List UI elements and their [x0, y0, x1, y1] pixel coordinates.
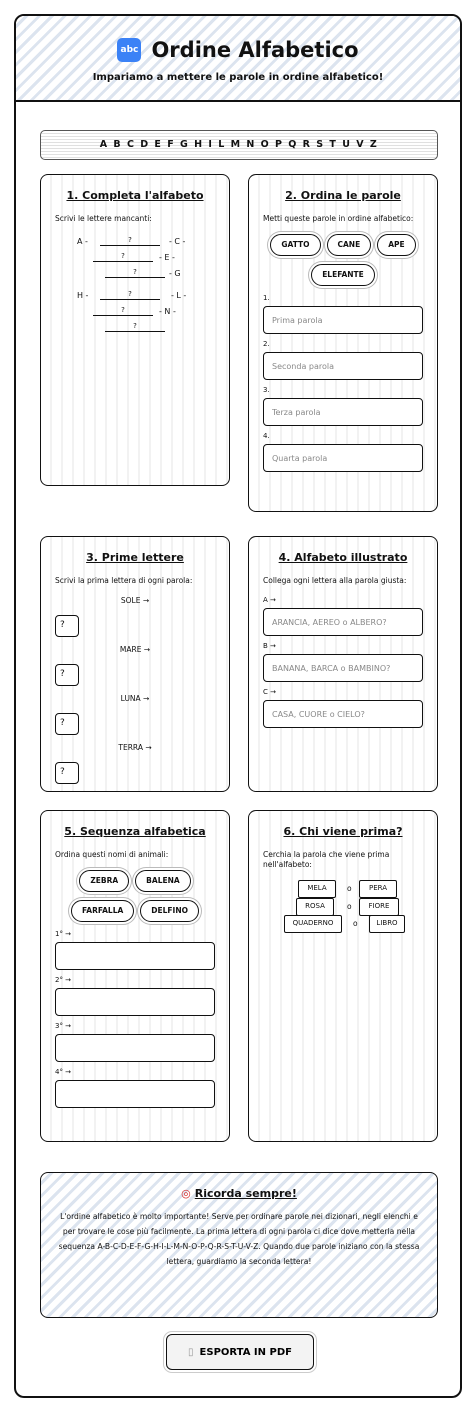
animal-pill[interactable]: DELFINO — [140, 900, 199, 922]
letter-label: B → — [263, 642, 276, 650]
word-pairs — [263, 880, 423, 946]
alphabet-row — [55, 288, 215, 304]
page-subtitle: Impariamo a mettere le parole in ordine alfabetico! — [92, 72, 384, 83]
header — [16, 16, 460, 102]
choice-word[interactable]: FIORE — [359, 898, 399, 916]
match-input-a[interactable] — [263, 608, 423, 636]
card-instruction: Collega ogni lettera alla parola giusta: — [263, 576, 407, 585]
card-ordina-parole — [248, 174, 438, 512]
word-pill[interactable]: APE — [377, 234, 415, 256]
letter-box[interactable]: ? — [55, 713, 79, 735]
choice-word[interactable]: QUADERNO — [284, 915, 342, 933]
blank-line[interactable]: ? — [100, 234, 160, 246]
animal-pills — [55, 900, 215, 922]
reminder-title-text: Ricorda sempre! — [194, 1187, 297, 1200]
alphabet-bar: A B C D E F G H I L M N O P Q R S T U V Z — [40, 130, 438, 160]
card-chi-viene-prima — [248, 810, 438, 1142]
animal-input-2[interactable] — [55, 988, 215, 1016]
target-icon: ◎ — [181, 1187, 191, 1200]
card-prime-lettere — [40, 536, 230, 792]
word-input-3[interactable] — [263, 398, 423, 426]
letter-box[interactable]: ? — [55, 762, 79, 784]
worksheet-page — [14, 14, 462, 1398]
export-pdf-label: ESPORTA IN PDF — [199, 1346, 292, 1358]
or-separator: o — [347, 902, 352, 911]
animal-pill[interactable]: ZEBRA — [79, 870, 129, 892]
header-title-row — [16, 38, 460, 62]
row-right-letter: - C - — [169, 237, 186, 246]
word-label: MARE → — [119, 645, 151, 654]
or-separator: o — [353, 919, 358, 928]
animal-input-3[interactable] — [55, 1034, 215, 1062]
word-pill[interactable]: GATTO — [270, 234, 320, 256]
word-input-2[interactable] — [263, 352, 423, 380]
blank-line[interactable]: ? — [93, 304, 153, 316]
or-separator: o — [347, 884, 352, 893]
card-completa-alfabeto — [40, 174, 230, 486]
word-pills — [263, 264, 423, 286]
choice-word[interactable]: ROSA — [296, 898, 334, 916]
letter-box[interactable]: ? — [55, 664, 79, 686]
alphabet-row — [55, 320, 215, 336]
card-instruction: Ordina questi nomi di animali: — [55, 850, 169, 859]
row-right-letter: - E - — [159, 253, 175, 262]
input-label: 1° → — [55, 930, 72, 938]
word-label: LUNA → — [120, 694, 150, 703]
blank-line[interactable]: ? — [105, 266, 165, 278]
match-input-b[interactable] — [263, 654, 423, 682]
animal-pill[interactable]: BALENA — [135, 870, 191, 892]
animal-input-1[interactable] — [55, 942, 215, 970]
input-label: 2° → — [55, 976, 72, 984]
input-label: 4° → — [55, 1068, 72, 1076]
input-label: 1. — [263, 294, 270, 302]
choice-word[interactable]: PERA — [359, 880, 397, 898]
word-input-1[interactable] — [263, 306, 423, 334]
card-title: 5. Sequenza alfabetica — [64, 825, 206, 838]
blank-line[interactable]: ? — [93, 250, 153, 262]
word-input-4[interactable] — [263, 444, 423, 472]
input-label: 2. — [263, 340, 270, 348]
choice-word[interactable]: LIBRO — [369, 915, 405, 933]
row-right-letter: - N - — [159, 307, 176, 316]
abc-icon: abc — [117, 38, 141, 62]
export-pdf-button[interactable] — [166, 1334, 314, 1370]
input-label: 3. — [263, 386, 270, 394]
document-icon: ▯ — [188, 1346, 194, 1358]
input-label: 4. — [263, 432, 270, 440]
alphabet-row — [55, 250, 215, 266]
letter-box[interactable]: ? — [55, 615, 79, 637]
word-label: TERRA → — [118, 743, 152, 752]
reminder-box — [40, 1172, 438, 1318]
card-instruction: Cerchia la parola che viene prima nell'alfabeto: — [263, 850, 390, 869]
animal-input-4[interactable] — [55, 1080, 215, 1108]
choice-word[interactable]: MELA — [298, 880, 336, 898]
card-title: 3. Prime lettere — [86, 551, 184, 564]
card-title: 1. Completa l'alfabeto — [66, 189, 204, 202]
row-right-letter: - L - — [171, 291, 187, 300]
blank-line[interactable]: ? — [105, 320, 165, 332]
card-title: 2. Ordina le parole — [285, 189, 401, 202]
letter-label: A → — [263, 596, 276, 604]
card-instruction: Scrivi la prima lettera di ogni parola: — [55, 576, 193, 585]
blank-line[interactable]: ? — [100, 288, 160, 300]
letter-label: C → — [263, 688, 276, 696]
card-sequenza-alfabetica — [40, 810, 230, 1142]
card-instruction: Metti queste parole in ordine alfabetico: — [263, 214, 414, 223]
reminder-text: L'ordine alfabetico è molto importante! Serve per ordinare parole nei dizionari, negli elenchi e per trovare le cose più facilmente. La prima lettera di ogni parola ci dice dove metterla nella sequenza A-B-C-D-E-F-G-H-I-L-M-N-O-P-Q-R-S-T-U-V-Z. Quando due parole iniziano con la stessa lettera, guardiamo la seconda lettera! — [58, 1212, 420, 1266]
card-alfabeto-illustrato — [248, 536, 438, 792]
card-title: 6. Chi viene prima? — [283, 825, 403, 838]
alphabet-row — [55, 304, 215, 320]
alphabet-row — [55, 266, 215, 282]
word-pill[interactable]: CANE — [327, 234, 372, 256]
card-title: 4. Alfabeto illustrato — [278, 551, 408, 564]
card-instruction: Scrivi le lettere mancanti: — [55, 214, 152, 223]
word-pill[interactable]: ELEFANTE — [311, 264, 375, 286]
row-left-letter: A - — [77, 237, 88, 246]
word-label: SOLE → — [120, 596, 150, 605]
match-input-c[interactable] — [263, 700, 423, 728]
word-pills — [263, 234, 423, 256]
page-title: Ordine Alfabetico — [151, 38, 359, 62]
row-left-letter: H - — [77, 291, 89, 300]
alphabet-row — [55, 234, 215, 250]
animal-pill[interactable]: FARFALLA — [71, 900, 134, 922]
reminder-title — [57, 1187, 421, 1200]
row-right-letter: - G — [169, 269, 181, 278]
animal-pills — [55, 870, 215, 892]
input-label: 3° → — [55, 1022, 72, 1030]
